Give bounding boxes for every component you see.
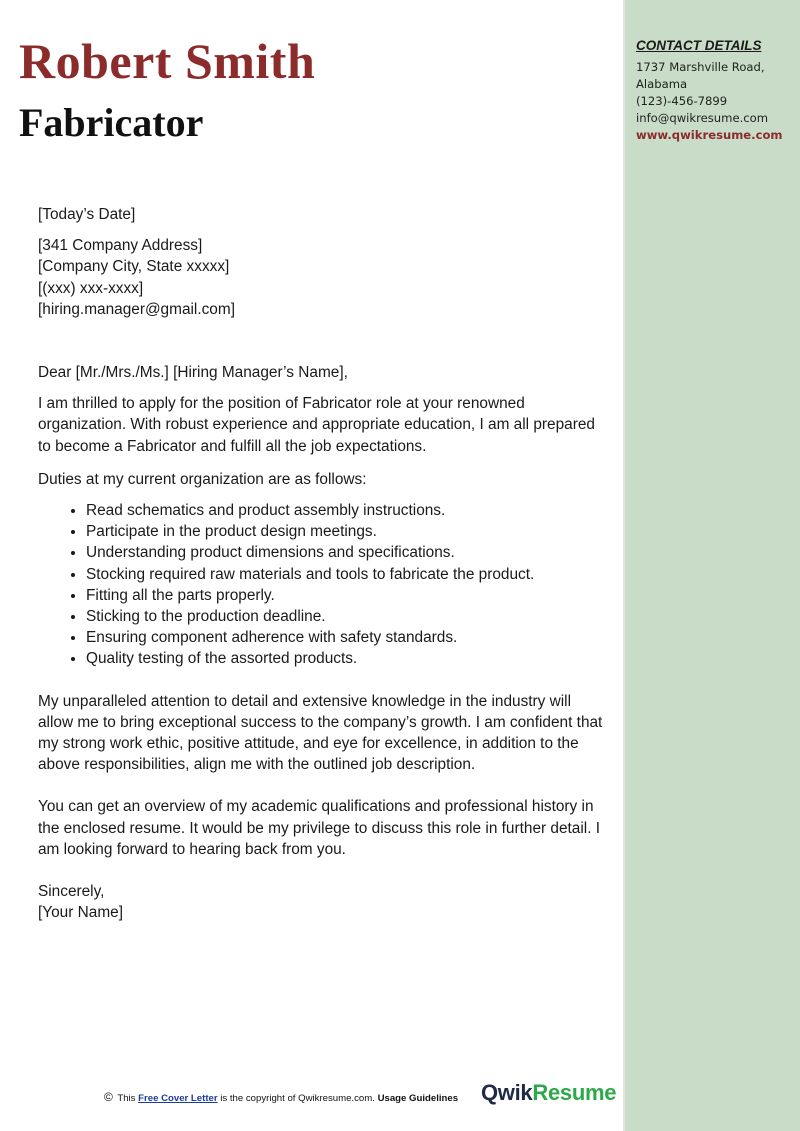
duty-item: • Sticking to the production deadline. [86, 606, 608, 627]
contact-heading: CONTACT DETAILS [636, 38, 762, 53]
applicant-name: Robert Smith [19, 33, 316, 89]
footer-text-middle: is the copyright of Qwikresume.com. [220, 1093, 375, 1104]
contact-address-line2: Alabama [636, 77, 688, 91]
closing: Sincerely, [38, 883, 105, 901]
contact-address-line1: 1737 Marshville Road, [636, 60, 765, 74]
contact-phone: (123)-456-7899 [636, 94, 728, 108]
duty-item: • Participate in the product design meetings. [86, 521, 608, 542]
copyright-icon: © [104, 1090, 113, 1104]
body-paragraph-2: My unparalleled attention to detail and extensive knowledge in the industry will allow me to bring exceptional success to the company’s growth. I am confident that my strong work ethic, positive attitude, and eye for excellence, in addition to the above responsibilities, align me with the outlined job description. [38, 692, 603, 774]
signature: [Your Name] [38, 904, 123, 922]
duty-item: • Fitting all the parts properly. [86, 585, 608, 606]
duties-list [38, 500, 608, 670]
duty-item: • Ensuring component adherence with safety standards. [86, 627, 608, 648]
usage-guidelines-link[interactable]: Usage Guidelines [377, 1093, 459, 1104]
contact-website[interactable]: www.qwikresume.com [636, 128, 783, 142]
free-cover-letter-link[interactable]: Free Cover Letter [138, 1093, 218, 1104]
footer-copyright [104, 1090, 458, 1104]
qwikresume-logo[interactable] [481, 1080, 616, 1106]
letter-body [38, 204, 608, 923]
logo-part1: Qwik [481, 1080, 533, 1105]
footer-text-before: This [117, 1093, 136, 1104]
body-paragraph-3: You can get an overview of my academic qualifications and professional history in the enclosed resume. It would be my privilege to discuss this role in further detail. I am looking forward to hearing back from you. [38, 798, 601, 858]
duty-item: • Quality testing of the assorted products. [86, 648, 608, 669]
recipient-phone: [(xxx) xxx-xxxx] [38, 279, 144, 297]
letter-date: [Today’s Date] [38, 206, 136, 223]
contact-email[interactable]: info@qwikresume.com [636, 111, 769, 125]
duty-item: • Stocking required raw materials and tools to fabricate the product. [86, 564, 608, 585]
sidebar-divider [623, 0, 625, 1131]
duty-item: • Read schematics and product assembly instructions. [86, 500, 608, 521]
recipient-email: [hiring.manager@gmail.com] [38, 300, 235, 318]
recipient-city: [Company City, State xxxxx] [38, 258, 230, 276]
contact-sidebar [625, 0, 800, 1131]
duty-item: • Understanding product dimensions and specifications. [86, 542, 608, 563]
logo-part2: Resume [532, 1080, 617, 1105]
recipient-address: [341 Company Address] [38, 237, 203, 255]
contact-details [636, 38, 796, 144]
duties-intro: Duties at my current organization are as follows: [38, 470, 367, 488]
intro-paragraph: I am thrilled to apply for the position of Fabricator role at your renowned organization. With robust experience and appropriate education, I am all prepared to become a Fabricator and fulfill all the job expectations. [38, 395, 595, 455]
job-title: Fabricator [19, 100, 204, 145]
salutation: Dear [Mr./Mrs./Ms.] [Hiring Manager’s Name], [38, 364, 348, 382]
